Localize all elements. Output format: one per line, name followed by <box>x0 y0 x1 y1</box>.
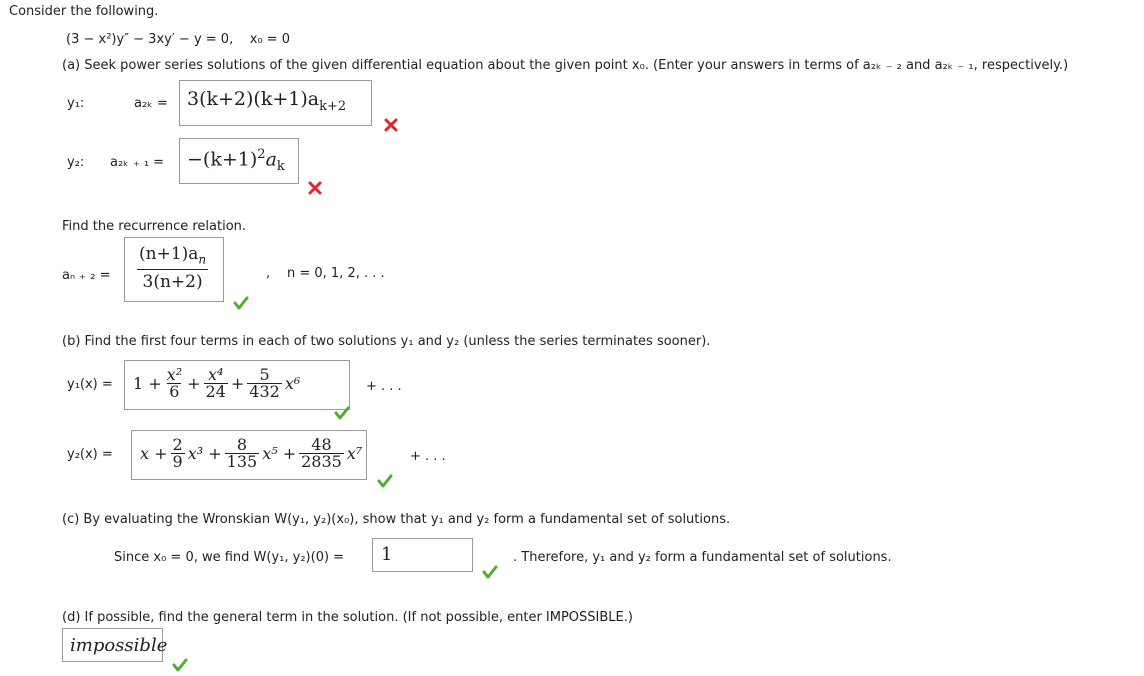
a2k-answer-field[interactable] <box>179 80 372 126</box>
a2k1-answer-sup: 2 <box>257 147 266 162</box>
cross-icon <box>383 118 399 132</box>
part-a-question: (a) Seek power series solutions of the given differential equation about the given point x₀. (Enter your answers in terms of a₂ₖ ₋ ₂ and a₂ₖ ₋ ₁, respectively.) <box>62 58 1069 73</box>
recurrence-numerator-sub: n <box>198 252 207 267</box>
cross-icon <box>307 181 323 195</box>
a2k1-label: a₂ₖ ₊ ₁ = <box>110 155 165 170</box>
y2-frac2: $\frac{8}{135}$ <box>226 435 258 471</box>
recurrence-range: n = 0, 1, 2, . . . <box>287 266 385 281</box>
check-icon <box>377 474 393 488</box>
y1x-answer-field[interactable] <box>124 360 350 410</box>
wronskian-answer-field[interactable] <box>372 538 473 572</box>
recurrence-denominator: 3(n+2) <box>137 269 208 292</box>
recurrence-question: Find the recurrence relation. <box>62 219 247 234</box>
equation-main: (3 − x²)y″ − 3xy′ − y = 0, <box>66 32 234 47</box>
a2k1-answer-field[interactable] <box>179 138 299 184</box>
check-icon <box>172 658 188 672</box>
recurrence-lhs: aₙ ₊ ₂ = <box>62 268 111 283</box>
equation-x0: x₀ = 0 <box>249 32 291 47</box>
part-d-question: (d) If possible, find the general term in the solution. (If not possible, enter IMPOSSIBLE.) <box>62 610 633 625</box>
a2k-answer-text: 3(k+2)(k+1)a <box>187 88 320 110</box>
wronskian-since: Since x₀ = 0, we find W(y₁, y₂)(0) = <box>114 550 345 565</box>
y1-label: y₁: <box>67 96 85 111</box>
part-c-question: (c) By evaluating the Wronskian W(y₁, y₂)(x₀), show that y₁ and y₂ form a fundamental set of solutions. <box>62 512 731 527</box>
wronskian-therefore: . Therefore, y₁ and y₂ form a fundamental set of solutions. <box>513 550 892 565</box>
y1-plus2: + <box>230 374 245 393</box>
y2x-answer-field[interactable] <box>131 430 367 480</box>
a2k1-answer-sub: k <box>276 159 285 175</box>
y1x-label: y₁(x) = <box>67 377 113 392</box>
recurrence-answer-field[interactable] <box>124 237 224 302</box>
y1-ellipsis: + . . . <box>366 379 402 394</box>
y2-label: y₂: <box>67 155 85 170</box>
y2-term3: x⁷ <box>346 444 363 463</box>
wronskian-answer-text: 1 <box>381 544 393 565</box>
prompt-text: Consider the following. <box>9 4 159 19</box>
recurrence-numerator: (n+1)a <box>139 244 199 264</box>
y1-frac1: $\frac{\text{x²}}{6}$ <box>166 365 183 401</box>
y2-frac3: $\frac{48}{2835}$ <box>301 435 342 471</box>
y2-term0: x + <box>140 444 168 463</box>
y2-term2: x⁵ + <box>262 444 297 463</box>
general-term-answer-text: impossible <box>70 635 168 656</box>
y1-plus1: + <box>187 374 201 393</box>
recurrence-comma: , <box>266 266 271 281</box>
check-icon <box>233 296 249 310</box>
part-b-question: (b) Find the first four terms in each of two solutions y₁ and y₂ (unless the series terminates sooner). <box>62 334 711 349</box>
a2k1-answer-text: −(k+1) <box>187 148 258 171</box>
y2x-label: y₂(x) = <box>67 447 113 462</box>
check-icon <box>482 565 498 579</box>
y1-frac3: $\frac{5}{432}$ <box>249 365 280 401</box>
y2-frac1: $\frac{2}{9}$ <box>172 435 183 471</box>
a2k-label: a₂ₖ = <box>134 96 168 111</box>
y1-term0: 1 + <box>133 374 162 393</box>
y1-frac2: $\frac{\text{x⁴}}{24}$ <box>205 365 226 401</box>
y2-term1: x³ + <box>187 444 222 463</box>
y1-term3: x⁶ <box>284 374 301 393</box>
a2k-answer-sub: k+2 <box>319 98 347 114</box>
general-term-answer-field[interactable] <box>62 628 168 662</box>
equation-text <box>66 32 290 47</box>
check-icon <box>334 406 350 420</box>
y2-ellipsis: + . . . <box>410 449 446 464</box>
a2k1-answer-a: a <box>265 148 277 171</box>
